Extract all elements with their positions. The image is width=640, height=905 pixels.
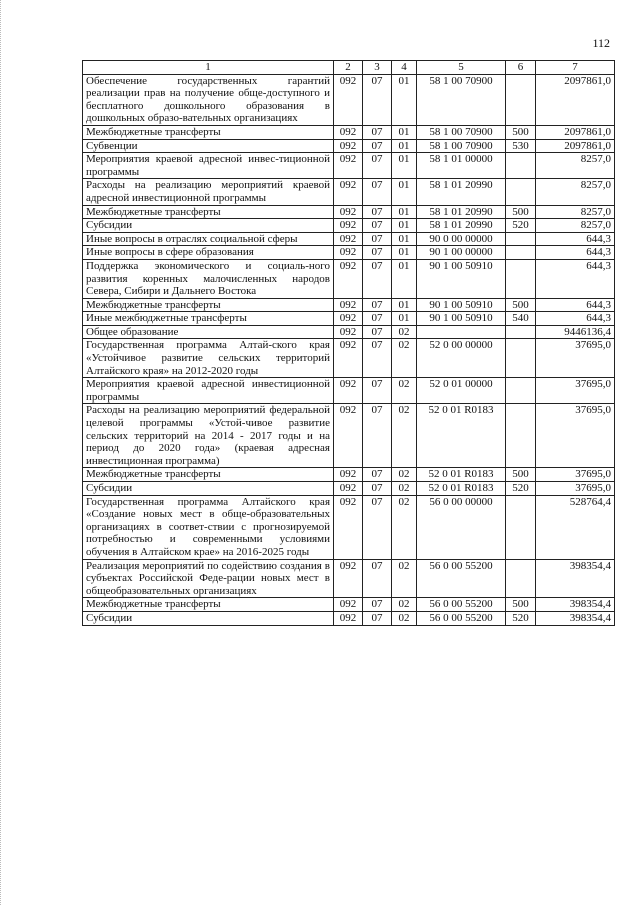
row-pr-cell: 02 bbox=[392, 468, 417, 482]
row-sum-cell: 398354,4 bbox=[536, 559, 615, 598]
row-vr-cell: 540 bbox=[506, 312, 536, 326]
header-cell: 7 bbox=[536, 61, 615, 75]
row-name-cell: Расходы на реализацию мероприятий краевой адресной инвестиционной программы bbox=[83, 179, 334, 205]
row-pr-cell: 02 bbox=[392, 598, 417, 612]
row-sum-cell: 8257,0 bbox=[536, 179, 615, 205]
table-row bbox=[83, 219, 615, 233]
row-vr-cell bbox=[506, 325, 536, 339]
row-pr-cell: 02 bbox=[392, 611, 417, 625]
row-sum-cell: 644,3 bbox=[536, 259, 615, 298]
row-pr-cell: 01 bbox=[392, 179, 417, 205]
row-name-cell: Иные вопросы в сфере образования bbox=[83, 246, 334, 260]
row-vr-cell bbox=[506, 259, 536, 298]
table-row bbox=[83, 482, 615, 496]
row-rz-cell: 07 bbox=[363, 495, 392, 559]
row-sum-cell: 398354,4 bbox=[536, 598, 615, 612]
row-rz-cell: 07 bbox=[363, 125, 392, 139]
row-csr-cell: 90 1 00 50910 bbox=[417, 312, 506, 326]
row-vr-cell bbox=[506, 404, 536, 468]
row-vr-cell bbox=[506, 495, 536, 559]
row-name-cell: Субсидии bbox=[83, 219, 334, 233]
row-sum-cell: 2097861,0 bbox=[536, 139, 615, 153]
row-pr-cell: 01 bbox=[392, 205, 417, 219]
row-vr-cell bbox=[506, 246, 536, 260]
row-pr-cell: 01 bbox=[392, 125, 417, 139]
header-row bbox=[83, 61, 615, 75]
row-csr-cell: 56 0 00 55200 bbox=[417, 611, 506, 625]
header-cell: 5 bbox=[417, 61, 506, 75]
row-vr-cell bbox=[506, 339, 536, 378]
table-row bbox=[83, 179, 615, 205]
row-sum-cell: 528764,4 bbox=[536, 495, 615, 559]
row-csr-cell: 90 0 00 00000 bbox=[417, 232, 506, 246]
row-sum-cell: 37695,0 bbox=[536, 378, 615, 404]
table-row bbox=[83, 246, 615, 260]
row-pr-cell: 01 bbox=[392, 232, 417, 246]
row-pr-cell: 01 bbox=[392, 139, 417, 153]
row-sum-cell: 2097861,0 bbox=[536, 125, 615, 139]
row-vr-cell: 520 bbox=[506, 611, 536, 625]
row-ved-cell: 092 bbox=[334, 125, 363, 139]
row-name-cell: Реализация мероприятий по содействию создания в субъектах Российской Феде-рации новых мест в общеобразовательных организациях bbox=[83, 559, 334, 598]
row-rz-cell: 07 bbox=[363, 153, 392, 179]
table-row bbox=[83, 495, 615, 559]
scan-margin-mark bbox=[0, 0, 4, 905]
row-csr-cell: 52 0 01 R0183 bbox=[417, 468, 506, 482]
row-rz-cell: 07 bbox=[363, 404, 392, 468]
row-rz-cell: 07 bbox=[363, 74, 392, 125]
row-csr-cell: 58 1 01 20990 bbox=[417, 219, 506, 233]
row-rz-cell: 07 bbox=[363, 298, 392, 312]
row-name-cell: Субсидии bbox=[83, 482, 334, 496]
row-rz-cell: 07 bbox=[363, 559, 392, 598]
row-pr-cell: 01 bbox=[392, 153, 417, 179]
table-row bbox=[83, 611, 615, 625]
header-cell: 6 bbox=[506, 61, 536, 75]
table-row bbox=[83, 205, 615, 219]
row-pr-cell: 01 bbox=[392, 246, 417, 260]
row-sum-cell: 644,3 bbox=[536, 232, 615, 246]
row-rz-cell: 07 bbox=[363, 325, 392, 339]
row-ved-cell: 092 bbox=[334, 468, 363, 482]
row-sum-cell: 9446136,4 bbox=[536, 325, 615, 339]
row-csr-cell: 56 0 00 55200 bbox=[417, 559, 506, 598]
row-vr-cell: 500 bbox=[506, 125, 536, 139]
row-name-cell: Общее образование bbox=[83, 325, 334, 339]
row-vr-cell bbox=[506, 74, 536, 125]
row-rz-cell: 07 bbox=[363, 378, 392, 404]
row-csr-cell: 58 1 00 70900 bbox=[417, 139, 506, 153]
row-ved-cell: 092 bbox=[334, 179, 363, 205]
row-rz-cell: 07 bbox=[363, 232, 392, 246]
row-vr-cell: 500 bbox=[506, 598, 536, 612]
row-ved-cell: 092 bbox=[334, 482, 363, 496]
table-row bbox=[83, 312, 615, 326]
row-name-cell: Иные вопросы в отраслях социальной сферы bbox=[83, 232, 334, 246]
row-sum-cell: 2097861,0 bbox=[536, 74, 615, 125]
row-rz-cell: 07 bbox=[363, 339, 392, 378]
row-name-cell: Межбюджетные трансферты bbox=[83, 298, 334, 312]
row-ved-cell: 092 bbox=[334, 74, 363, 125]
header-cell: 3 bbox=[363, 61, 392, 75]
row-name-cell: Межбюджетные трансферты bbox=[83, 205, 334, 219]
table-row bbox=[83, 325, 615, 339]
row-pr-cell: 02 bbox=[392, 559, 417, 598]
row-vr-cell: 500 bbox=[506, 298, 536, 312]
row-sum-cell: 8257,0 bbox=[536, 153, 615, 179]
row-pr-cell: 02 bbox=[392, 325, 417, 339]
row-sum-cell: 8257,0 bbox=[536, 205, 615, 219]
row-ved-cell: 092 bbox=[334, 205, 363, 219]
row-ved-cell: 092 bbox=[334, 139, 363, 153]
row-csr-cell: 52 0 00 00000 bbox=[417, 339, 506, 378]
row-csr-cell: 58 1 00 70900 bbox=[417, 74, 506, 125]
row-csr-cell: 58 1 01 20990 bbox=[417, 179, 506, 205]
row-ved-cell: 092 bbox=[334, 153, 363, 179]
row-ved-cell: 092 bbox=[334, 246, 363, 260]
header-cell: 2 bbox=[334, 61, 363, 75]
row-name-cell: Мероприятия краевой адресной инвестиционной программы bbox=[83, 378, 334, 404]
table-row bbox=[83, 559, 615, 598]
row-ved-cell: 092 bbox=[334, 325, 363, 339]
row-name-cell: Субвенции bbox=[83, 139, 334, 153]
row-vr-cell bbox=[506, 179, 536, 205]
row-pr-cell: 02 bbox=[392, 378, 417, 404]
table-row bbox=[83, 598, 615, 612]
table-row bbox=[83, 404, 615, 468]
row-csr-cell: 58 1 00 70900 bbox=[417, 125, 506, 139]
row-vr-cell: 500 bbox=[506, 468, 536, 482]
row-name-cell: Поддержка экономического и социаль-ного развития коренных малочисленных народов Севера, Сибири и Дальнего Востока bbox=[83, 259, 334, 298]
row-name-cell: Межбюджетные трансферты bbox=[83, 598, 334, 612]
row-name-cell: Государственная программа Алтайского края «Создание новых мест в обще-образовательных организациях в соответ-ствии с прогнозируемой потребностью и современными условиями обучения в Алтайском крае» на 2016-2025 годы bbox=[83, 495, 334, 559]
row-csr-cell: 52 0 01 R0183 bbox=[417, 404, 506, 468]
row-name-cell: Мероприятия краевой адресной инвес-тиционной программы bbox=[83, 153, 334, 179]
row-sum-cell: 644,3 bbox=[536, 246, 615, 260]
row-sum-cell: 37695,0 bbox=[536, 404, 615, 468]
row-csr-cell: 52 0 01 00000 bbox=[417, 378, 506, 404]
table-row bbox=[83, 153, 615, 179]
row-sum-cell: 37695,0 bbox=[536, 468, 615, 482]
row-csr-cell: 90 1 00 50910 bbox=[417, 259, 506, 298]
table-row bbox=[83, 139, 615, 153]
page-number: 112 bbox=[592, 36, 610, 50]
row-name-cell: Обеспечение государственных гарантий реализации прав на получение обще-доступного и бесплатного дошкольного образования в дошкольных образо-вательных организациях bbox=[83, 74, 334, 125]
row-pr-cell: 01 bbox=[392, 259, 417, 298]
row-csr-cell: 58 1 01 20990 bbox=[417, 205, 506, 219]
row-ved-cell: 092 bbox=[334, 219, 363, 233]
row-csr-cell: 56 0 00 00000 bbox=[417, 495, 506, 559]
row-vr-cell: 520 bbox=[506, 219, 536, 233]
table-row bbox=[83, 259, 615, 298]
row-csr-cell bbox=[417, 325, 506, 339]
row-vr-cell: 500 bbox=[506, 205, 536, 219]
row-sum-cell: 8257,0 bbox=[536, 219, 615, 233]
row-rz-cell: 07 bbox=[363, 611, 392, 625]
row-csr-cell: 56 0 00 55200 bbox=[417, 598, 506, 612]
budget-table bbox=[82, 60, 615, 626]
row-vr-cell bbox=[506, 153, 536, 179]
row-ved-cell: 092 bbox=[334, 378, 363, 404]
row-ved-cell: 092 bbox=[334, 559, 363, 598]
row-name-cell: Субсидии bbox=[83, 611, 334, 625]
row-ved-cell: 092 bbox=[334, 611, 363, 625]
row-name-cell: Расходы на реализацию мероприятий федеральной целевой программы «Устой-чивое развитие сельских территорий на 2014 - 2017 годы и на период до 2020 года» (краевая адресная инвестиционная программа) bbox=[83, 404, 334, 468]
row-pr-cell: 01 bbox=[392, 298, 417, 312]
row-vr-cell bbox=[506, 378, 536, 404]
table-row bbox=[83, 378, 615, 404]
row-csr-cell: 90 1 00 50910 bbox=[417, 298, 506, 312]
row-csr-cell: 90 1 00 00000 bbox=[417, 246, 506, 260]
row-sum-cell: 644,3 bbox=[536, 298, 615, 312]
row-ved-cell: 092 bbox=[334, 598, 363, 612]
row-rz-cell: 07 bbox=[363, 259, 392, 298]
row-sum-cell: 644,3 bbox=[536, 312, 615, 326]
row-rz-cell: 07 bbox=[363, 219, 392, 233]
row-name-cell: Государственная программа Алтай-ского края «Устойчивое развитие сельских территорий Алтайского края» на 2012-2020 годы bbox=[83, 339, 334, 378]
row-pr-cell: 02 bbox=[392, 339, 417, 378]
row-vr-cell bbox=[506, 559, 536, 598]
table-row bbox=[83, 339, 615, 378]
row-ved-cell: 092 bbox=[334, 339, 363, 378]
header-cell: 1 bbox=[83, 61, 334, 75]
row-vr-cell: 520 bbox=[506, 482, 536, 496]
row-vr-cell bbox=[506, 232, 536, 246]
row-rz-cell: 07 bbox=[363, 468, 392, 482]
header-cell: 4 bbox=[392, 61, 417, 75]
row-rz-cell: 07 bbox=[363, 205, 392, 219]
row-rz-cell: 07 bbox=[363, 139, 392, 153]
row-name-cell: Иные межбюджетные трансферты bbox=[83, 312, 334, 326]
row-rz-cell: 07 bbox=[363, 312, 392, 326]
row-rz-cell: 07 bbox=[363, 598, 392, 612]
row-rz-cell: 07 bbox=[363, 179, 392, 205]
row-rz-cell: 07 bbox=[363, 482, 392, 496]
row-pr-cell: 02 bbox=[392, 495, 417, 559]
row-sum-cell: 37695,0 bbox=[536, 482, 615, 496]
row-vr-cell: 530 bbox=[506, 139, 536, 153]
row-csr-cell: 58 1 01 00000 bbox=[417, 153, 506, 179]
row-sum-cell: 398354,4 bbox=[536, 611, 615, 625]
row-csr-cell: 52 0 01 R0183 bbox=[417, 482, 506, 496]
row-name-cell: Межбюджетные трансферты bbox=[83, 125, 334, 139]
row-pr-cell: 01 bbox=[392, 74, 417, 125]
row-ved-cell: 092 bbox=[334, 495, 363, 559]
row-ved-cell: 092 bbox=[334, 232, 363, 246]
table-row bbox=[83, 468, 615, 482]
row-ved-cell: 092 bbox=[334, 404, 363, 468]
table-row bbox=[83, 298, 615, 312]
row-pr-cell: 01 bbox=[392, 219, 417, 233]
row-name-cell: Межбюджетные трансферты bbox=[83, 468, 334, 482]
row-ved-cell: 092 bbox=[334, 312, 363, 326]
table-row bbox=[83, 232, 615, 246]
row-ved-cell: 092 bbox=[334, 298, 363, 312]
row-sum-cell: 37695,0 bbox=[536, 339, 615, 378]
row-pr-cell: 02 bbox=[392, 404, 417, 468]
table-row bbox=[83, 125, 615, 139]
row-rz-cell: 07 bbox=[363, 246, 392, 260]
row-pr-cell: 01 bbox=[392, 312, 417, 326]
table-row bbox=[83, 74, 615, 125]
row-pr-cell: 02 bbox=[392, 482, 417, 496]
row-ved-cell: 092 bbox=[334, 259, 363, 298]
